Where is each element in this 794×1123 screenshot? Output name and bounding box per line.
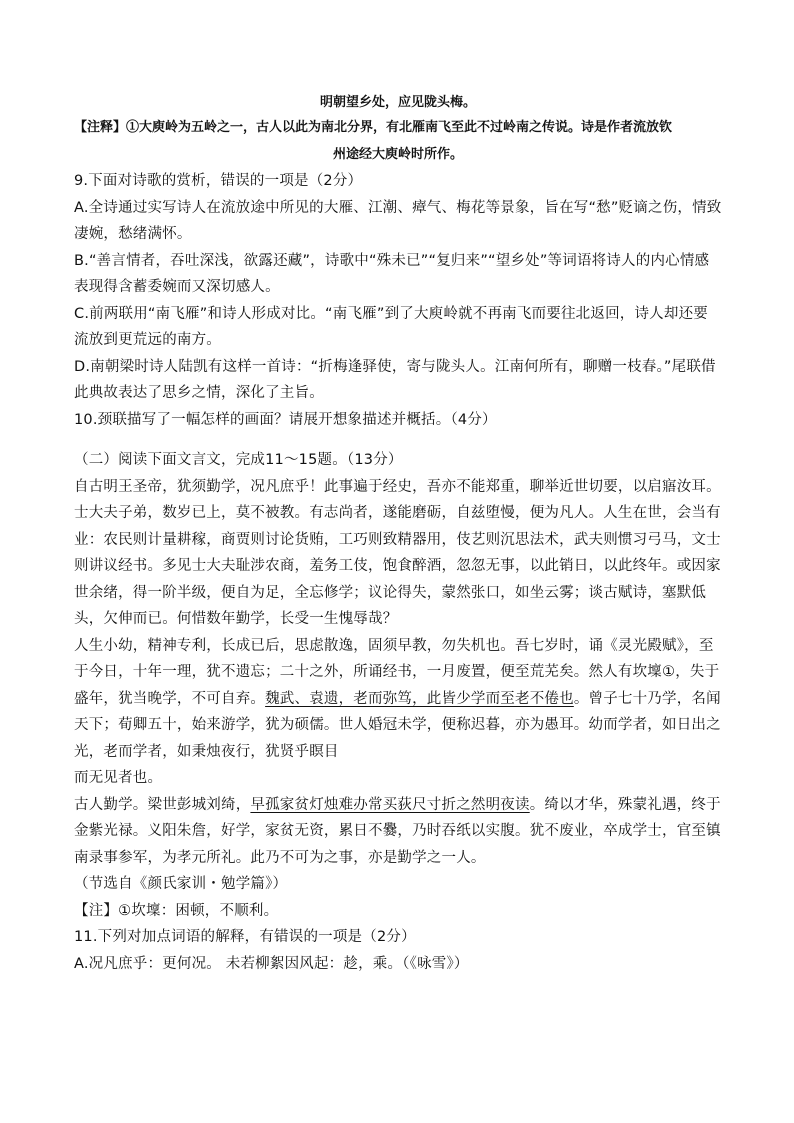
passage-paragraph-1: 自古明王圣帝，犹须勤学，况凡庶乎！此事遍于经史，吾亦不能郑重，聊举近世切要，以启寤汝耳。士大夫子弟，数岁已上，莫不被教。有志尚者，遂能磨砺，自兹堕慢，便为凡人。人生在世，会当有业：农民则计量耕稼，商贾则讨论货贿，工巧则致精器用，伎艺则沉思法术，武夫则惯习弓马，文士则讲议经书。多见士大夫耻涉农商，羞务工伎，饱食醉酒，忽忽无事，以此销日，以此终年。或因家世余绪，得一阶半级，便自为足，全忘修学；议论得失，蒙然张口，如坐云雾；谈古赋诗，塞默低头，欠伸而已。何惜数年勤学，长受一生愧辱哉？ [74, 478, 721, 627]
spacer [74, 433, 722, 447]
passage-paragraph-3-text-b: 。绮以才华，殊蒙礼遇，终于金紫光禄。义阳朱詹，好学，家贫无资，累日不爨，乃时吞纸以实腹。犹不废业，卒成学士，官至镇南录事参军，为孝元所礼。此乃不可为之事，亦是勤学之一人。 [74, 796, 721, 866]
question-11-stem: 11.下列对加点词语的解释，有错误的一项是（2分） [74, 929, 416, 945]
passage-paragraph-2-end: 而无见者也。 [74, 770, 163, 786]
passage-paragraph-2-text-b: 。曾子七十乃学，名闻天下；荀卿五十，始来游学，犹为硕儒。世人婚冠未学，便称迟暮，亦为愚耳。幼而学者，如日出之光，老而学者，如秉烛夜行，犹贤乎瞑目 [74, 690, 721, 760]
question-9-option-c: C.前两联用“南飞雁”和诗人形成对比。“南飞雁”到了大庾岭就不再南飞而要往北返回，诗人却还要流放到更荒远的南方。 [74, 305, 708, 348]
passage-note: 【注】①坎壈：困顿，不顺利。 [74, 902, 279, 919]
section-2-title: （二）阅读下面文言文，完成11～15题。（13分） [74, 452, 403, 468]
question-9-option-a: A.全诗通过实写诗人在流放途中所见的大雁、江潮、瘴气、梅花等景象，旨在写“愁”贬谪之伤，情致凄婉，愁绪满怀。 [74, 199, 722, 242]
passage-source: （节选自《颜氏家训・勉学篇》） [74, 876, 288, 892]
passage-underlined-sentence-1: 魏武、袁遗，老而弥笃，此皆少学而至老不倦也 [265, 690, 574, 707]
poem-annotation-line1: 【注释】①大庾岭为五岭之一，古人以此为南北分界，有北雁南飞至此不过岭南之传说。诗是作者流放钦 [74, 120, 673, 135]
poem-annotation-line2: 州途经大庾岭时所作。 [332, 147, 463, 162]
question-9-option-b: B.“善言情者，吞吐深浅，欲露还藏”，诗歌中“殊未已”“复归来”“望乡处”等词语将诗人的内心情感表现得含蓄委婉而又深切感人。 [74, 252, 710, 295]
question-10: 10.颈联描写了一幅怎样的画面？请展开想象描述并概括。（4分） [74, 411, 497, 428]
passage-paragraph-2 [74, 633, 722, 766]
poem-last-line: 明朝望乡处，应见陇头梅。 [319, 95, 476, 110]
passage-paragraph-3 [74, 792, 722, 872]
question-9-stem: 9.下面对诗歌的赏析，错误的一项是（2分） [74, 173, 363, 189]
passage-underlined-sentence-2: 早孤家贫灯烛难办常买荻尺寸折之然明夜读 [250, 796, 530, 813]
question-11-option-a: A.况凡庶乎：更何况。 未若柳絮因风起：趁，乘。（《咏雪》） [74, 955, 469, 972]
passage-paragraph-3-text-a: 古人勤学。梁世彭城刘绮， [74, 796, 251, 813]
passage-paragraph-2-text-a: 人生小幼，精神专利，长成已后，思虑散逸，固须早教，勿失机也。吾七岁时，诵《灵光殿赋》，至于今日，十年一理，犹不遗忘；二十之外，所诵经书，一月废置，便至荒芜矣。然人有坎壈①，失于盛年，犹当晚学，不可自弃。 [74, 637, 720, 707]
question-9-option-d: D.南朝梁时诗人陆凯有这样一首诗：“折梅逢驿使，寄与陇头人。江南何所有，聊赠一枝春。”尾联借此典故表达了思乡之情，深化了主旨。 [74, 358, 716, 401]
document-page [74, 92, 722, 977]
